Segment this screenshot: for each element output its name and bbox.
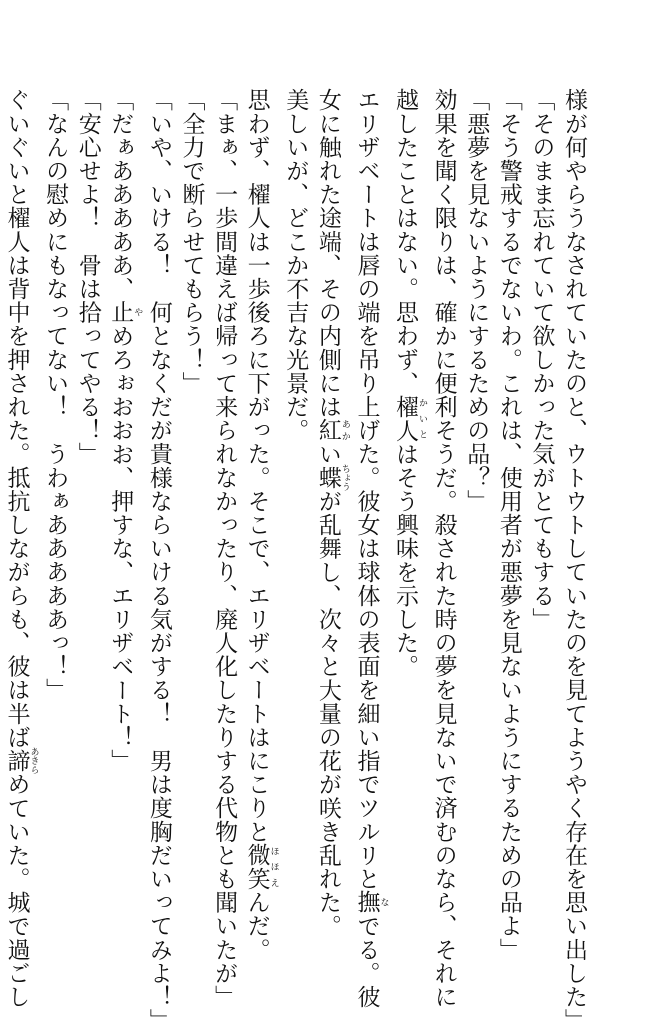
- text-line: 「いや、いける！ 何となくだが貴様ならいける気がする！ 男は度胸だいってみよ！」: [145, 88, 172, 1032]
- text-line: 「そのまま忘れていて欲しかった気がとてもする」: [528, 88, 555, 631]
- text-line: 思わず、櫂人は一歩後ろに下がった。そこで、エリザベートはにこりと微笑 ほほえんだ。: [243, 88, 279, 962]
- ruby-annotation: 蝶 ちょう: [314, 463, 350, 491]
- text-line: 「なんの慰めにもなってない！ うわぁあああああっ！」: [42, 88, 69, 702]
- ruby-annotation: 撫 な: [353, 890, 389, 915]
- text-line: ぐいぐいと櫂人は背中を押された。抵抗しながらも、彼は半ば諦 あきらめていた。城で過ごし: [3, 88, 39, 1009]
- text-line: 「悪夢を見ないようにするための品？」: [463, 88, 490, 513]
- text-line: 「そう警戒するでないわ。これは、使用者が悪夢を見ないようにするための品よ」: [495, 88, 522, 962]
- text-line: エリザベートは唇の端を吊り上げた。彼女は球体の表面を細い指でツルリと撫 なでる。彼: [353, 88, 389, 1009]
- text-line: 様が何やらうなされていたのと、ウトウトしていたのを見てようやく存在を思い出した」: [561, 88, 587, 1032]
- ruby-annotation: 諦 あきら: [3, 747, 39, 775]
- text-line: 「全力で断らせてもらう！」: [178, 88, 205, 395]
- vertical-text-body: [3, 88, 590, 1032]
- ruby-annotation: 微笑 ほほえ: [243, 843, 279, 891]
- text-line: 美しいが、どこか不吉な光景だ。: [282, 88, 309, 442]
- ruby-annotation: 櫂人 かいと: [392, 394, 428, 443]
- text-line: 女に触れた途端、その内側には紅 あかい蝶 ちょうが乱舞し、次々と大量の花が咲き乱れた。: [314, 88, 350, 938]
- ruby-annotation: 止 や: [107, 300, 143, 325]
- text-line: 効果を聞く限りは、確かに便利そうだ。殺された時の夢を見ないで済むのなら、それに: [430, 88, 457, 1009]
- text-line: 越したことはない。思わず、櫂人 かいとはそう興味を示した。: [392, 88, 428, 679]
- ruby-annotation: 紅 あか: [314, 418, 350, 443]
- text-line: 「まぁ、一歩間違えば帰って来られなかったり、廃人化したりする代物とも聞いたが」: [211, 88, 238, 1009]
- text-line: 「安心せよ！ 骨は拾ってやる！」: [74, 88, 101, 466]
- text-line: 「だぁあああああ、止 やめろぉおおお、押すな、エリザベート！」: [107, 88, 143, 773]
